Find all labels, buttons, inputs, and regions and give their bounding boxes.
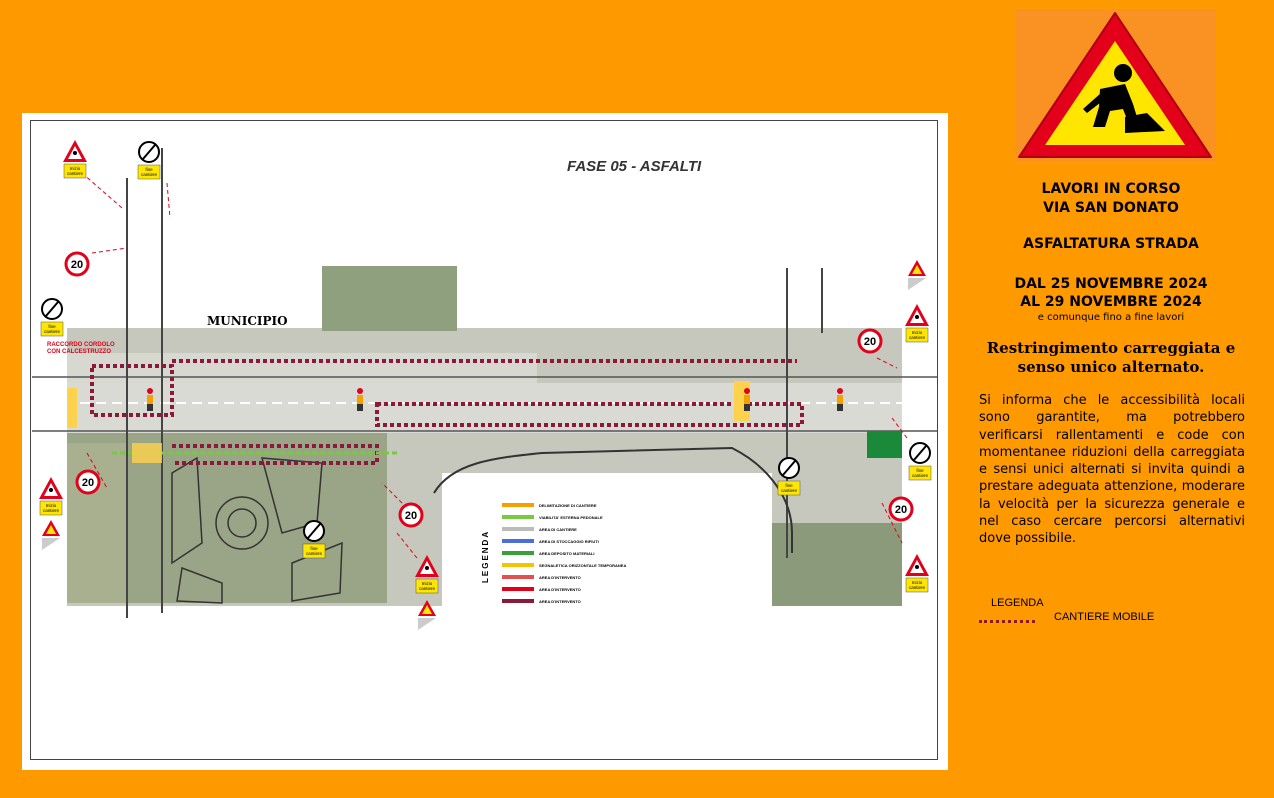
notice-info-text: Si informa che le accessibilità locali sono garantite, ma potrebbero verificarsi rallentamenti e code con momentanee riduzioni della carreggiata e sensi unici alternati si invita quindi a prestare adeguata attenzione, moderare la velocità per la sicurezza generale e nel caso cercare percorsi alternativi dove possibile. (979, 393, 1245, 547)
notice-panel (975, 0, 1247, 798)
notice-restriction (975, 339, 1247, 377)
legend-swatch (502, 587, 534, 591)
legend-swatch (502, 599, 534, 603)
legend-item-label: AREA DI STOCCAGGIO RIFIUTI (539, 539, 599, 544)
inizio-cantiere-sign-5 (905, 554, 929, 592)
speed-limit-sign-1 (66, 253, 88, 275)
svg-text:cantiere: cantiere (43, 329, 61, 334)
svg-text:cantiere: cantiere (911, 473, 929, 478)
flagman-2 (357, 388, 363, 411)
worker-sign-3 (908, 260, 926, 290)
notice-legend-title: LEGENDA (991, 597, 1044, 609)
legend-item-label: AREA DI CANTIERE (539, 527, 577, 532)
legend-item-label: SEGNALETICA ORIZZONTALE TEMPORANEA (539, 563, 627, 568)
notice-legend-label: CANTIERE MOBILE (1054, 611, 1155, 623)
fine-cantiere-sign-5 (909, 443, 931, 480)
speed-limit-sign-4 (859, 330, 881, 352)
svg-text:cantiere: cantiere (140, 172, 158, 177)
legend-swatch (502, 515, 534, 519)
flagman-1 (147, 388, 153, 411)
notice-dates (975, 275, 1247, 311)
svg-text:20: 20 (894, 504, 908, 516)
fine-cantiere-sign-1 (138, 142, 160, 179)
raccordo-label-1: RACCORDO CORDOLO (47, 342, 115, 348)
svg-text:Inizio: Inizio (421, 581, 433, 586)
legend-swatch (502, 539, 534, 543)
svg-text:20: 20 (70, 259, 84, 271)
inizio-cantiere-sign-4 (905, 304, 929, 342)
inizio-cantiere-sign-1 (63, 140, 87, 178)
svg-text:fine: fine (310, 546, 318, 551)
map-title: FASE 05 - ASFALTI (567, 158, 702, 175)
raccordo-label-2: CON CALCESTRUZZO (47, 349, 111, 355)
legend-item-label: VIABILITA' ESTERNA PEDONALE (539, 515, 603, 520)
svg-text:fine: fine (145, 167, 153, 172)
svg-text:cantiere: cantiere (780, 488, 798, 493)
svg-text:Inizio: Inizio (911, 330, 923, 335)
svg-text:cantiere: cantiere (418, 586, 436, 591)
flagman-3 (744, 388, 750, 411)
notice-subtitle: ASFALTATURA STRADA (1023, 236, 1199, 252)
speed-limit-sign-3 (400, 504, 422, 526)
svg-text:20: 20 (404, 510, 418, 522)
svg-text:cantiere: cantiere (305, 551, 323, 556)
legend-swatch (502, 527, 534, 531)
svg-text:20: 20 (863, 336, 877, 348)
speed-limit-sign-2 (77, 471, 99, 493)
legend-item-label: AREA D'INTERVENTO (539, 575, 581, 580)
speed-limit-sign-5 (890, 498, 912, 520)
legend-item-label: DELIMITAZIONE DI CANTIERE (539, 503, 597, 508)
notice-title (975, 180, 1247, 218)
svg-text:Inizio: Inizio (45, 503, 57, 508)
legend-item-label: AREA DEPOSITO MATERIALI (539, 551, 595, 556)
svg-text:fine: fine (916, 468, 924, 473)
legend-item-label: AREA D'INTERVENTO (539, 599, 581, 604)
notice-title-line2: VIA SAN DONATO (1043, 200, 1179, 216)
inizio-cantiere-sign-2 (39, 477, 63, 515)
notice-restriction-line1: Restringimento carreggiata e (986, 339, 1236, 357)
worker-sign-1 (42, 520, 60, 550)
svg-text:cantiere: cantiere (66, 171, 84, 176)
flagman-4 (837, 388, 843, 411)
legend-vertical-label: LEGENDA (481, 529, 490, 583)
site-plan-map (22, 113, 948, 770)
svg-text:cantiere: cantiere (908, 335, 926, 340)
svg-text:Inizio: Inizio (911, 580, 923, 585)
legend-swatch (502, 563, 534, 567)
notice-date-start: DAL 25 NOVEMBRE 2024 (1014, 276, 1208, 292)
svg-text:Inizio: Inizio (69, 166, 81, 171)
svg-text:fine: fine (48, 324, 56, 329)
svg-text:fine: fine (785, 483, 793, 488)
legend-mobile-site-swatch (979, 620, 1035, 623)
notice-date-end: AL 29 NOVEMBRE 2024 (1020, 294, 1202, 310)
road-works-warning-icon (1015, 9, 1216, 161)
map-panel (22, 113, 948, 770)
notice-dates-note: e comunque fino a fine lavori (1037, 312, 1185, 323)
municipio-label: MUNICIPIO (207, 314, 288, 328)
svg-text:cantiere: cantiere (908, 585, 926, 590)
notice-restriction-line2: senso unico alternato. (1017, 358, 1205, 376)
svg-text:20: 20 (81, 477, 95, 489)
legend-swatch (502, 551, 534, 555)
svg-text:cantiere: cantiere (42, 508, 60, 513)
legend-item-label: AREA D'INTERVENTO (539, 587, 581, 592)
legend-swatch (502, 503, 534, 507)
legend-swatch (502, 575, 534, 579)
notice-title-line1: LAVORI IN CORSO (1041, 181, 1181, 197)
fine-cantiere-sign-2 (41, 299, 63, 336)
